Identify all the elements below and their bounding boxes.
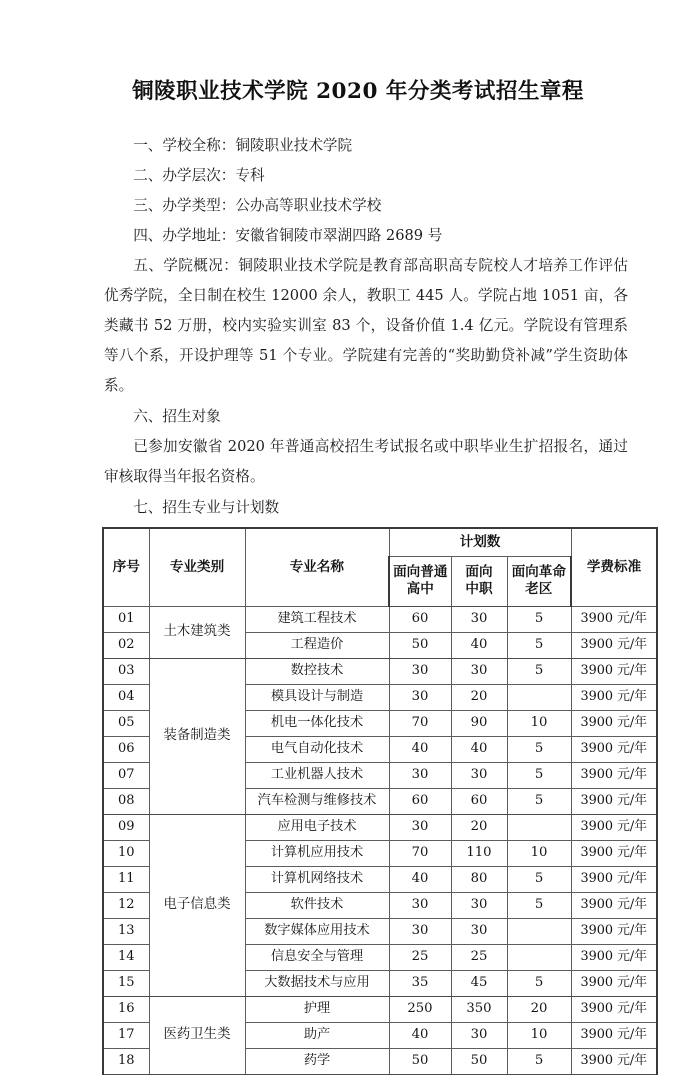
th-plan-group: 计划数 (389, 528, 571, 556)
th-plan-vocational (451, 556, 507, 606)
cell-plan-revolutionary: 10 (507, 840, 571, 866)
cell-tuition: 3900 元/年 (571, 736, 657, 762)
cell-major: 助产 (245, 1022, 389, 1048)
th-category: 专业类别 (149, 528, 245, 606)
section-school-address: 四、办学地址：安徽省铜陵市翠湖四路 2689 号 (133, 227, 443, 244)
cell-plan-vocational: 30 (451, 892, 507, 918)
cell-major: 护理 (245, 996, 389, 1022)
cell-plan-vocational: 25 (451, 944, 507, 970)
cell-category: 土木建筑类 (149, 606, 245, 658)
admission-plan-table-wrapper (102, 527, 648, 1075)
cell-plan-revolutionary: 20 (507, 996, 571, 1022)
cell-plan-revolutionary: 5 (507, 788, 571, 814)
cell-tuition: 3900 元/年 (571, 1022, 657, 1048)
cell-plan-revolutionary (507, 918, 571, 944)
cell-seq: 13 (103, 918, 149, 944)
cell-plan-general-hs: 30 (389, 918, 451, 944)
cell-plan-general-hs: 60 (389, 788, 451, 814)
cell-plan-revolutionary: 5 (507, 762, 571, 788)
section-majors-plan-heading: 七、招生专业与计划数 (133, 499, 280, 516)
table-row (103, 658, 657, 684)
cell-plan-revolutionary: 5 (507, 632, 571, 658)
cell-plan-vocational: 30 (451, 918, 507, 944)
cell-major: 软件技术 (245, 892, 389, 918)
admission-plan-table (102, 527, 658, 1075)
cell-plan-vocational: 20 (451, 814, 507, 840)
section-admission-target-heading: 六、招生对象 (133, 408, 221, 425)
cell-plan-vocational: 110 (451, 840, 507, 866)
cell-plan-revolutionary: 5 (507, 736, 571, 762)
cell-plan-vocational: 45 (451, 970, 507, 996)
th-plan-revolutionary-line2: 老区 (525, 581, 553, 597)
cell-plan-revolutionary (507, 944, 571, 970)
cell-plan-vocational: 20 (451, 684, 507, 710)
cell-major: 计算机网络技术 (245, 866, 389, 892)
cell-tuition: 3900 元/年 (571, 866, 657, 892)
section-school-overview: 五、学院概况：铜陵职业技术学院是教育部高职高专院校人才培养工作评估优秀学院，全日制在校生 12000 余人，教职工 445 人。学院占地 1051 亩，各类藏书 52 万册，校内实验实训室 83 个，设备价值 1.4 亿元。学院设有管理系等八个系，开设护理等 51 个专业。学院建有完善的“奖助勤贷补减”学生资助体系。 (104, 257, 628, 394)
cell-major: 大数据技术与应用 (245, 970, 389, 996)
cell-plan-general-hs: 30 (389, 658, 451, 684)
cell-major: 机电一体化技术 (245, 710, 389, 736)
cell-major: 电气自动化技术 (245, 736, 389, 762)
cell-tuition: 3900 元/年 (571, 606, 657, 632)
cell-tuition: 3900 元/年 (571, 632, 657, 658)
cell-category: 医药卫生类 (149, 996, 245, 1074)
table-body (103, 606, 657, 1074)
cell-tuition: 3900 元/年 (571, 840, 657, 866)
cell-plan-revolutionary: 5 (507, 970, 571, 996)
cell-major: 药学 (245, 1048, 389, 1074)
cell-seq: 18 (103, 1048, 149, 1074)
cell-major: 计算机应用技术 (245, 840, 389, 866)
th-plan-revolutionary (507, 556, 571, 606)
cell-seq: 17 (103, 1022, 149, 1048)
cell-plan-vocational: 50 (451, 1048, 507, 1074)
cell-major: 数控技术 (245, 658, 389, 684)
cell-major: 信息安全与管理 (245, 944, 389, 970)
cell-seq: 12 (103, 892, 149, 918)
cell-seq: 03 (103, 658, 149, 684)
cell-major: 应用电子技术 (245, 814, 389, 840)
cell-plan-revolutionary: 10 (507, 710, 571, 736)
cell-seq: 08 (103, 788, 149, 814)
th-seq: 序号 (103, 528, 149, 606)
cell-tuition: 3900 元/年 (571, 814, 657, 840)
cell-plan-general-hs: 40 (389, 866, 451, 892)
cell-plan-vocational: 350 (451, 996, 507, 1022)
th-plan-general-hs (389, 556, 451, 606)
cell-plan-general-hs: 60 (389, 606, 451, 632)
table-header-row-top (103, 528, 657, 556)
cell-seq: 07 (103, 762, 149, 788)
cell-category: 装备制造类 (149, 658, 245, 814)
cell-tuition: 3900 元/年 (571, 684, 657, 710)
cell-tuition: 3900 元/年 (571, 762, 657, 788)
cell-plan-general-hs: 50 (389, 1048, 451, 1074)
cell-plan-general-hs: 70 (389, 710, 451, 736)
cell-plan-vocational: 90 (451, 710, 507, 736)
cell-tuition: 3900 元/年 (571, 918, 657, 944)
cell-plan-vocational: 80 (451, 866, 507, 892)
cell-plan-vocational: 30 (451, 762, 507, 788)
cell-tuition: 3900 元/年 (571, 970, 657, 996)
cell-plan-general-hs: 70 (389, 840, 451, 866)
cell-plan-general-hs: 30 (389, 892, 451, 918)
cell-plan-general-hs: 35 (389, 970, 451, 996)
th-plan-vocational-line1: 面向 (465, 564, 493, 581)
cell-plan-general-hs: 25 (389, 944, 451, 970)
cell-plan-revolutionary: 5 (507, 892, 571, 918)
cell-seq: 10 (103, 840, 149, 866)
cell-tuition: 3900 元/年 (571, 788, 657, 814)
cell-seq: 09 (103, 814, 149, 840)
cell-plan-revolutionary: 10 (507, 1022, 571, 1048)
cell-tuition: 3900 元/年 (571, 944, 657, 970)
th-plan-general-hs-line1: 面向普通 (393, 564, 448, 581)
cell-plan-vocational: 60 (451, 788, 507, 814)
section-admission-target-body: 已参加安徽省 2020 年普通高校招生考试报名或中职毕业生扩招报名，通过审核取得当年报名资格。 (104, 438, 628, 485)
cell-major: 建筑工程技术 (245, 606, 389, 632)
cell-seq: 06 (103, 736, 149, 762)
th-plan-revolutionary-line1: 面向革命 (511, 564, 566, 581)
cell-seq: 16 (103, 996, 149, 1022)
cell-plan-general-hs: 50 (389, 632, 451, 658)
section-education-level: 二、办学层次：专科 (133, 167, 265, 184)
th-major: 专业名称 (245, 528, 389, 606)
cell-seq: 01 (103, 606, 149, 632)
cell-seq: 14 (103, 944, 149, 970)
page-title: 铜陵职业技术学院 2020 年分类考试招生章程 (132, 79, 584, 104)
cell-plan-general-hs: 40 (389, 1022, 451, 1048)
table-row (103, 606, 657, 632)
th-plan-vocational-line2: 中职 (465, 581, 493, 597)
cell-tuition: 3900 元/年 (571, 658, 657, 684)
cell-plan-revolutionary: 5 (507, 658, 571, 684)
cell-plan-vocational: 30 (451, 1022, 507, 1048)
cell-plan-vocational: 40 (451, 632, 507, 658)
cell-plan-general-hs: 30 (389, 684, 451, 710)
cell-plan-general-hs: 30 (389, 762, 451, 788)
cell-plan-revolutionary: 5 (507, 1048, 571, 1074)
cell-plan-revolutionary: 5 (507, 866, 571, 892)
cell-major: 数字媒体应用技术 (245, 918, 389, 944)
cell-plan-revolutionary: 5 (507, 606, 571, 632)
table-row (103, 814, 657, 840)
cell-seq: 05 (103, 710, 149, 736)
cell-plan-general-hs: 40 (389, 736, 451, 762)
cell-tuition: 3900 元/年 (571, 996, 657, 1022)
cell-plan-revolutionary (507, 814, 571, 840)
cell-major: 工业机器人技术 (245, 762, 389, 788)
cell-seq: 11 (103, 866, 149, 892)
cell-plan-vocational: 30 (451, 658, 507, 684)
cell-major: 模具设计与制造 (245, 684, 389, 710)
cell-major: 工程造价 (245, 632, 389, 658)
cell-seq: 04 (103, 684, 149, 710)
cell-plan-vocational: 40 (451, 736, 507, 762)
table-row (103, 996, 657, 1022)
cell-tuition: 3900 元/年 (571, 892, 657, 918)
cell-plan-vocational: 30 (451, 606, 507, 632)
cell-seq: 15 (103, 970, 149, 996)
cell-tuition: 3900 元/年 (571, 1048, 657, 1074)
th-tuition: 学费标准 (571, 528, 657, 606)
cell-plan-revolutionary (507, 684, 571, 710)
cell-plan-general-hs: 250 (389, 996, 451, 1022)
cell-tuition: 3900 元/年 (571, 710, 657, 736)
th-plan-general-hs-line2: 高中 (406, 581, 434, 597)
cell-plan-general-hs: 30 (389, 814, 451, 840)
cell-seq: 02 (103, 632, 149, 658)
cell-major: 汽车检测与维修技术 (245, 788, 389, 814)
section-school-type: 三、办学类型：公办高等职业技术学校 (133, 197, 382, 214)
table-header (103, 528, 657, 606)
cell-category: 电子信息类 (149, 814, 245, 996)
section-school-name: 一、学校全称：铜陵职业技术学院 (133, 137, 353, 154)
